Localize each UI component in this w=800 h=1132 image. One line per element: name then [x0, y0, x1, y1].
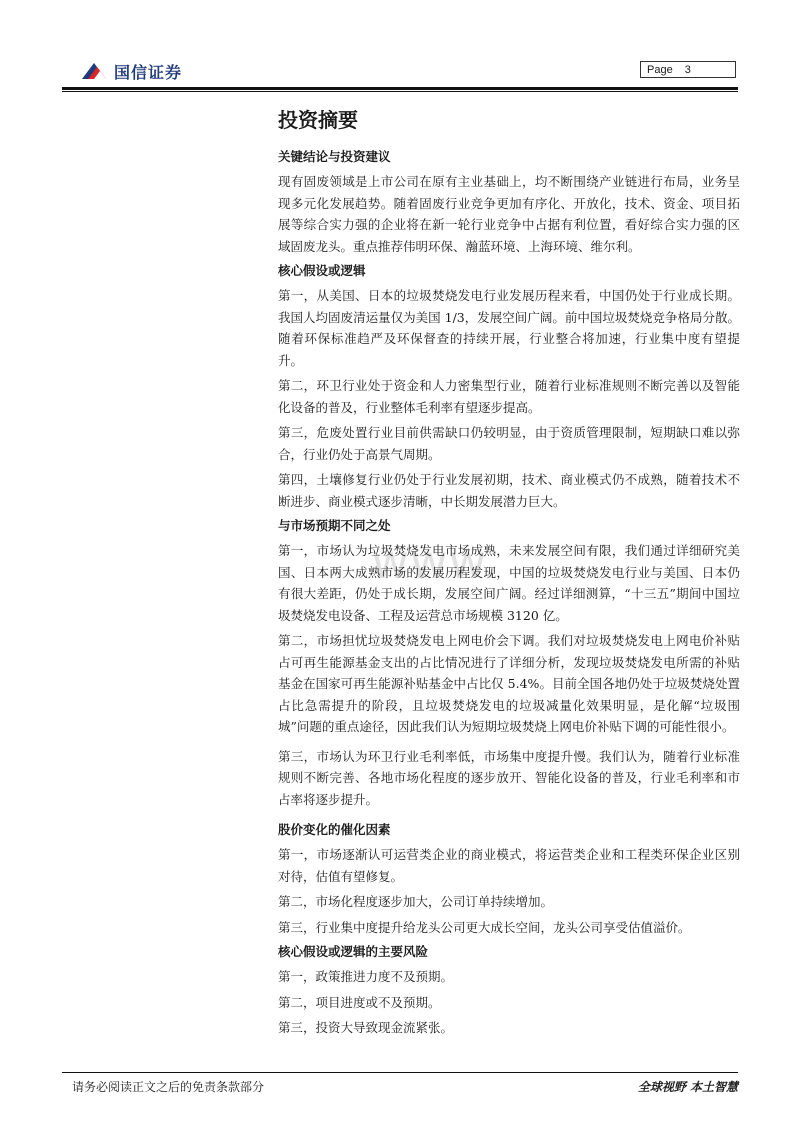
guosen-logo-icon	[80, 59, 108, 83]
main-content	[278, 100, 740, 1043]
page-number: 3	[684, 64, 691, 76]
section-heading: 股价变化的催化因素	[278, 822, 391, 837]
section-heading: 与市场预期不同之处	[278, 518, 391, 533]
paragraph: 第二，项目进度或不及预期。	[278, 994, 441, 1010]
section-catalysts	[278, 820, 740, 938]
paragraph: 第四，土壤修复行业仍处于行业发展初期，技术、商业模式仍不成熟，随着技术不断进步、商业模式逐步清晰，中长期发展潜力巨大。	[278, 472, 740, 509]
paragraph: 第二，市场化程度逐步加大，公司订单持续增加。	[278, 894, 554, 909]
paragraph: 现有固废领域是上市公司在原有主业基础上，均不断围绕产业链进行布局，业务呈现多元化发展趋势。随着固废行业竞争更加有序化、开放化，技术、资金、项目拓展等综合实力强的企业将在新一轮行业竞争中占据有利位置，看好综合实力强的区域固废龙头。重点推荐伟明环保、瀚蓝环境、上海环境、维尔利。	[278, 174, 740, 254]
footer-slogan: 全球视野 本土智慧	[637, 1080, 738, 1094]
paragraph: 第一，市场逐渐认可运营类企业的商业模式，将运营类企业和工程类环保企业区别对待，估值有望修复。	[278, 847, 740, 884]
paragraph: 第一，从美国、日本的垃圾焚烧发电行业发展历程来看，中国仍处于行业成长期。我国人均固废清运量仅为美国 1/3，发展空间广阔。前中国垃圾焚烧竞争格局分散。随着环保标准趋严及环保督查的持续开展，行业整合将加速，行业集中度有望提升。	[278, 288, 740, 368]
section-heading: 关键结论与投资建议	[278, 149, 391, 164]
paragraph: 第一，政策推进力度不及预期。	[278, 969, 454, 984]
footer-divider	[62, 1072, 738, 1073]
section-differences-from-market	[278, 516, 740, 810]
paragraph: 第三，行业集中度提升给龙头公司更大成长空间，龙头公司享受估值溢价。	[278, 919, 691, 935]
page-indicator	[640, 61, 736, 78]
section-heading: 核心假设或逻辑的主要风险	[278, 944, 429, 959]
paragraph: 第三，市场认为环卫行业毛利率低，市场集中度提升慢。我们认为，随着行业标准规则不断完善、各地市场化程度的逐步放开、智能化设备的普及，行业毛利率和市占率将逐步提升。	[278, 748, 740, 807]
footer-disclaimer: 请务必阅读正文之后的免责条款部分	[72, 1080, 265, 1094]
header-divider-thin	[62, 91, 738, 92]
header-divider	[62, 87, 738, 90]
section-core-assumptions	[278, 261, 740, 512]
paragraph: 第三，投资大导致现金流紧张。	[278, 1020, 454, 1035]
paragraph: 第三，危废处置行业目前供需缺口仍较明显，由于资质管理限制，短期缺口难以弥合，行业仍处于高景气周期。	[278, 425, 740, 462]
paragraph: 第一，市场认为垃圾焚烧发电市场成熟，未来发展空间有限，我们通过详细研究美国、日本两大成熟市场的发展历程发现，中国的垃圾焚烧发电行业与美国、日本仍有很大差距，仍处于成长期，发展空间广阔。经过详细测算，“十三五”期间中国垃圾焚烧发电设备、工程及运营总市场规模 3120 亿。	[278, 543, 740, 623]
paragraph: 第二，市场担忧垃圾焚烧发电上网电价会下调。我们对垃圾焚烧发电上网电价补贴占可再生能源基金支出的占比情况进行了详细分析，发现垃圾焚烧发电所需的补贴基金在国家可再生能源补贴基金中占比仅 5.4%。目前全国各地仍处于垃圾焚烧处置占比急需提升的阶段，且垃圾焚烧发电的垃圾减量化效果明显，是化解“垃圾围城”问题的重点途径，因此我们认为短期垃圾焚烧上网电价补贴下调的可能性很小。	[278, 633, 740, 734]
section-risks	[278, 942, 740, 1039]
section-key-conclusion	[278, 147, 740, 257]
page-header	[0, 0, 800, 100]
company-logo	[80, 57, 182, 85]
section-heading: 核心假设或逻辑	[278, 263, 366, 278]
watermark: www.	[371, 535, 499, 589]
page-label: Page	[647, 64, 673, 76]
page-title: 投资摘要	[278, 108, 358, 132]
paragraph: 第二，环卫行业处于资金和人力密集型行业，随着行业标准规则不断完善以及智能化设备的普及，行业整体毛利率有望逐步提高。	[278, 378, 740, 415]
logo-text: 国信证券	[114, 62, 183, 82]
